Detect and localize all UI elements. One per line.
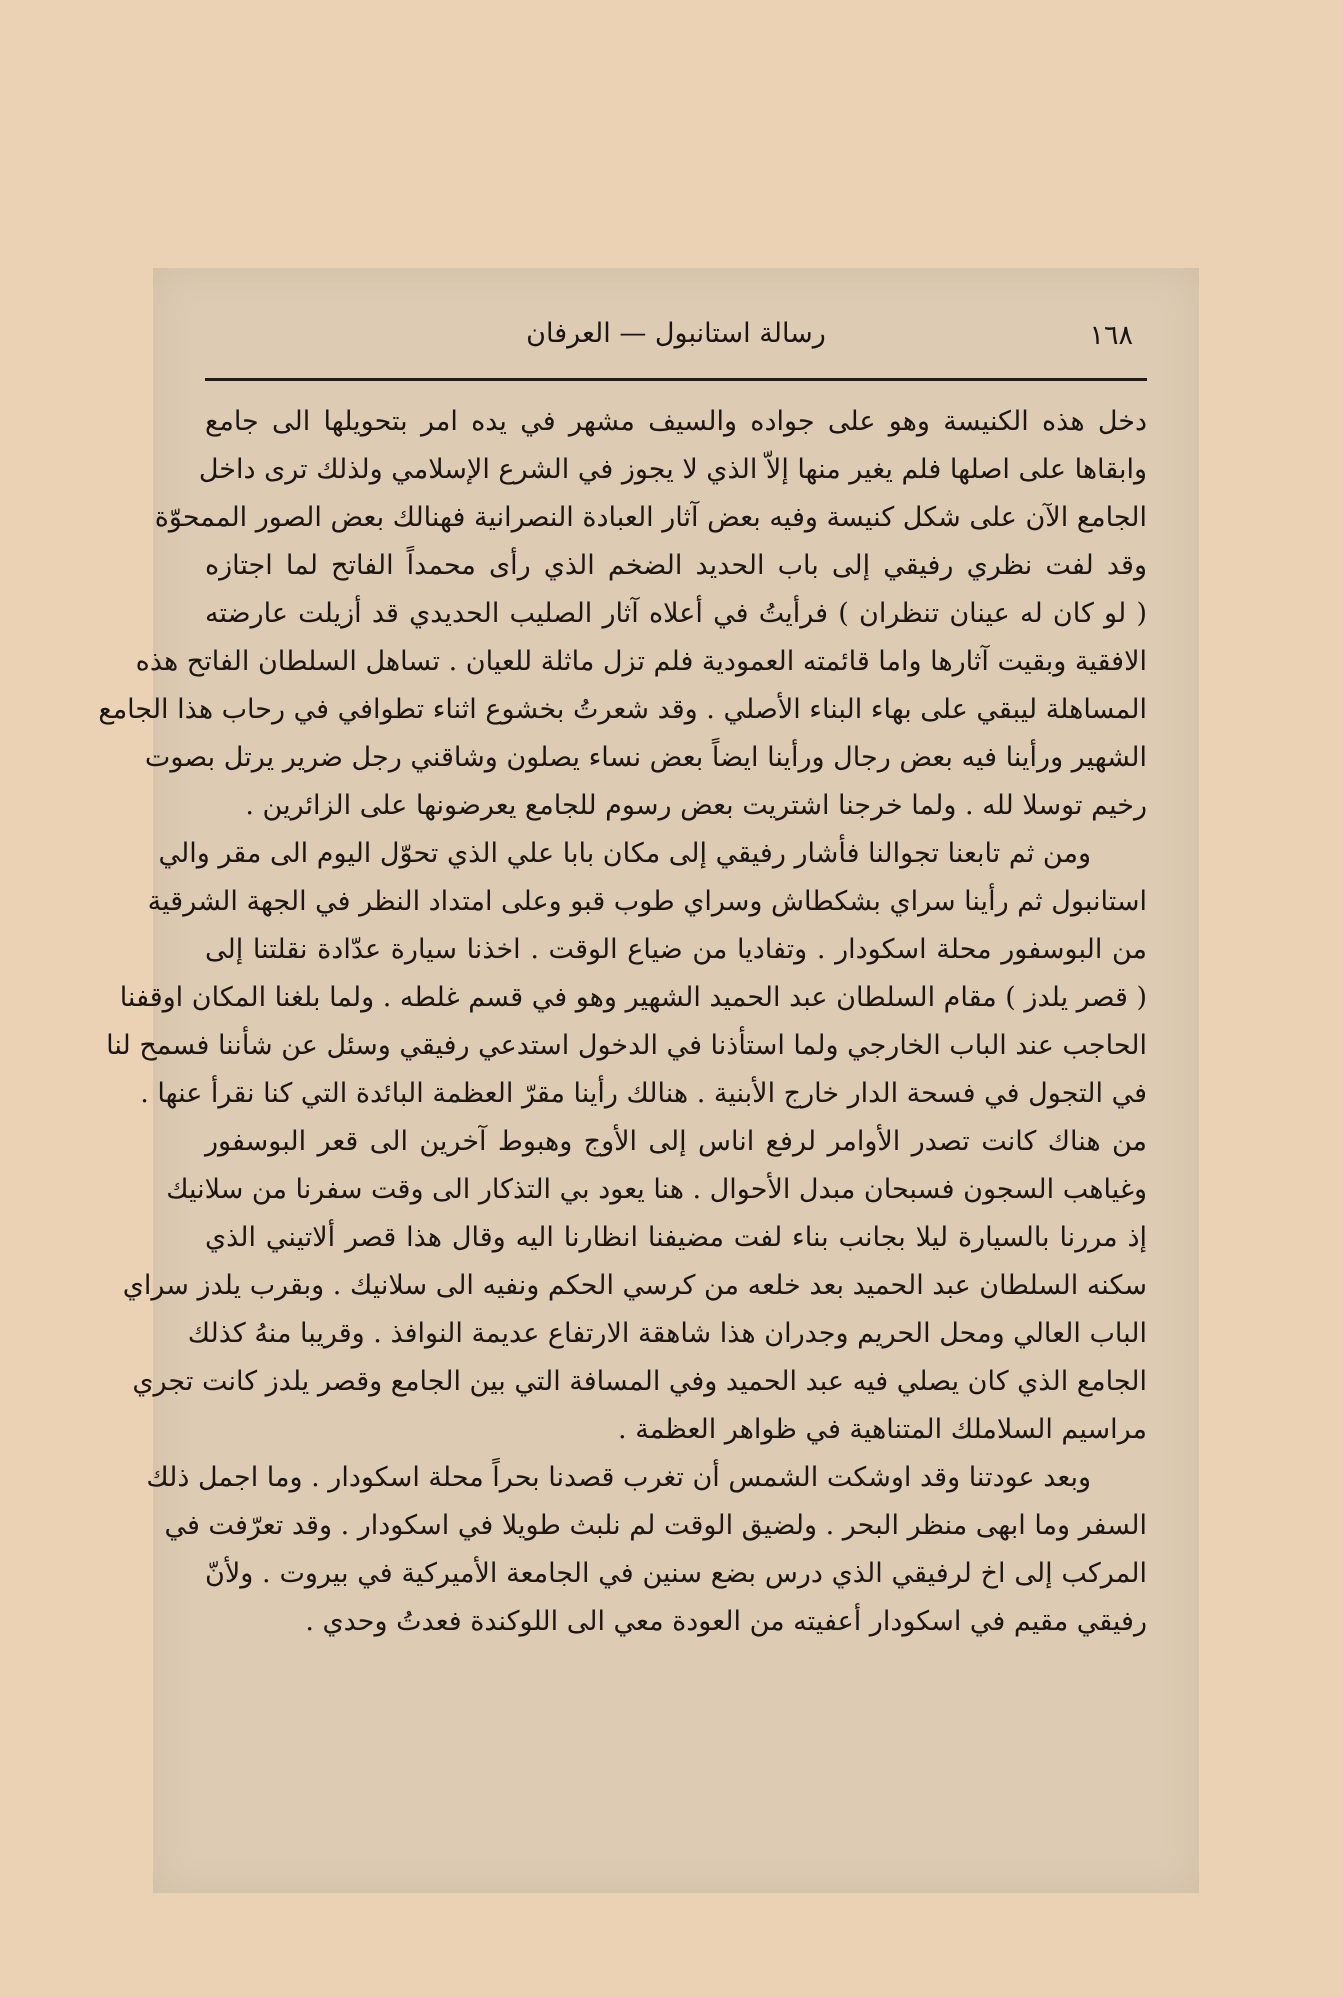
text-line: المركب إلى اخ لرفيقي الذي درس بضع سنين في الجامعة الأميركية في بيروت . ولأنّ: [205, 1558, 1147, 1589]
text-line: من هناك كانت تصدر الأوامر لرفع اناس إلى الأوج وهبوط آخرين الى قعر البوسفور: [205, 1126, 1147, 1157]
page-number: ١٦٨: [1089, 320, 1133, 351]
text-line: الجامع الذي كان يصلي فيه عبد الحميد وفي المسافة التي بين الجامع وقصر يلدز كانت تجري: [132, 1366, 1147, 1397]
text-line: استانبول ثم رأينا سراي بشكطاش وسراي طوب قبو وعلى امتداد النظر في الجهة الشرقية: [147, 886, 1147, 917]
text-line: رفيقي مقيم في اسكودار أعفيته من العودة معي الى اللوكندة فعدتُ وحدي .: [305, 1606, 1147, 1637]
header-rule: [205, 378, 1147, 381]
text-line: السفر وما ابهى منظر البحر . ولضيق الوقت لم نلبث طويلا في اسكودار . وقد تعرّفت في: [164, 1510, 1147, 1541]
text-line: المساهلة ليبقي على بهاء البناء الأصلي . وقد شعرتُ بخشوع اثناء تطوافي في رحاب هذا الجامع: [98, 694, 1147, 725]
text-line: في التجول في فسحة الدار خارج الأبنية . هنالك رأينا مقرّ العظمة البائدة التي كنا نقرأ عنها .: [140, 1078, 1147, 1109]
text-line: دخل هذه الكنيسة وهو على جواده والسيف مشهر في يده امر بتحويلها الى جامع: [205, 406, 1147, 437]
text-line: مراسيم السلاملك المتناهية في ظواهر العظمة .: [618, 1414, 1147, 1445]
text-line: وغياهب السجون فسبحان مبدل الأحوال . هنا يعود بي التذكار الى وقت سفرنا من سلانيك: [166, 1174, 1147, 1205]
text-line: وبعد عودتنا وقد اوشكت الشمس أن تغرب قصدنا بحراً محلة اسكودار . وما اجمل ذلك: [146, 1462, 1091, 1493]
text-line: إذ مررنا بالسيارة ليلا بجانب بناء لفت مضيفنا انظارنا اليه وقال هذا قصر ألاتيني الذي: [205, 1222, 1147, 1253]
text-line: سكنه السلطان عبد الحميد بعد خلعه من كرسي الحكم ونفيه الى سلانيك . وبقرب يلدز سراي: [122, 1270, 1147, 1301]
text-line: وابقاها على اصلها فلم يغير منها إلاّ الذي لا يجوز في الشرع الإسلامي ولذلك ترى داخل: [198, 454, 1147, 485]
book-page: [98, 268, 1199, 1893]
text-line: الباب العالي ومحل الحريم وجدران هذا شاهقة الارتفاع عديمة النوافذ . وقريبا منهُ كذلك: [187, 1318, 1147, 1349]
running-title: رسالة استانبول — العرفان: [526, 318, 826, 349]
text-line: من البوسفور محلة اسكودار . وتفاديا من ضياع الوقت . اخذنا سيارة عدّادة نقلتنا إلى: [205, 934, 1147, 965]
text-line: ومن ثم تابعنا تجوالنا فأشار رفيقي إلى مكان بابا علي الذي تحوّل اليوم الى مقر والي: [158, 838, 1091, 869]
text-line: الشهير ورأينا فيه بعض رجال ورأينا ايضاً بعض نساء يصلون وشاقني رجل ضرير يرتل بصوت: [144, 742, 1147, 773]
running-head: [205, 318, 1147, 362]
text-line: الجامع الآن على شكل كنيسة وفيه بعض آثار العبادة النصرانية فهنالك بعض الصور الممحوّة: [154, 502, 1147, 533]
text-line: وقد لفت نظري رفيقي إلى باب الحديد الضخم الذي رأى محمداً الفاتح لما اجتازه: [205, 550, 1147, 581]
text-line: الافقية وبقيت آثارها واما قائمته العمودية فلم تزل ماثلة للعيان . تساهل السلطان الفاتح هذه: [135, 646, 1147, 677]
body-text: [98, 398, 1147, 1646]
text-line: رخيم توسلا لله . ولما خرجنا اشتريت بعض رسوم للجامع يعرضونها على الزائرين .: [245, 790, 1147, 821]
text-line: الحاجب عند الباب الخارجي ولما استأذنا في الدخول استدعي رفيقي وسئل عن شأننا فسمح لنا: [106, 1030, 1147, 1061]
text-line: ( قصر يلدز ) مقام السلطان عبد الحميد الشهير وهو في قسم غلطه . ولما بلغنا المكان اوقفنا: [119, 982, 1147, 1013]
text-line: ( لو كان له عينان تنظران ) فرأيتُ في أعلاه آثار الصليب الحديدي قد أزيلت عارضته: [205, 598, 1147, 629]
